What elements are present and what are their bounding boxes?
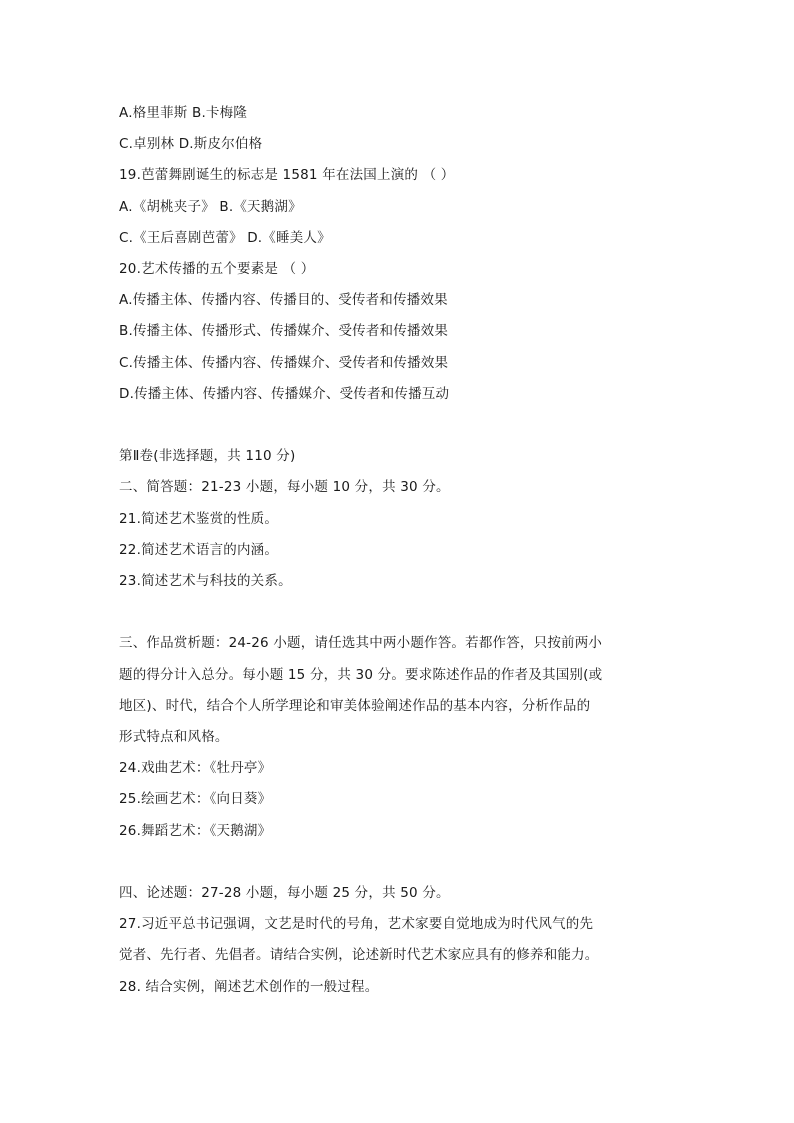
section-3-heading-line1: 三、作品赏析题：24-26 小题，请任选其中两小题作答。若都作答，只按前两小: [119, 635, 603, 651]
volume-2-heading: 第Ⅱ卷(非选择题，共 110 分): [119, 448, 296, 464]
section-3-heading-line4: 形式特点和风格。: [119, 729, 229, 745]
section-2-heading: 二、简答题：21-23 小题，每小题 10 分，共 30 分。: [119, 479, 450, 495]
section-3-heading-line2: 题的得分计入总分。每小题 15 分，共 30 分。要求陈述作品的作者及其国别(或: [119, 667, 603, 683]
q19-options-cd: C.《王后喜剧芭蕾》 D.《睡美人》: [119, 230, 331, 246]
q18-options-ab: A.格里菲斯 B.卡梅隆: [119, 105, 248, 121]
q25: 25.绘画艺术：《向日葵》: [119, 791, 272, 807]
q18-options-cd: C.卓别林 D.斯皮尔伯格: [119, 136, 263, 152]
q20-option-b: B.传播主体、传播形式、传播媒介、受传者和传播效果: [119, 323, 449, 339]
q28: 28. 结合实例，阐述艺术创作的一般过程。: [119, 979, 379, 995]
q20-option-a: A.传播主体、传播内容、传播目的、受传者和传播效果: [119, 292, 448, 308]
q19-options-ab: A.《胡桃夹子》 B.《天鹅湖》: [119, 199, 302, 215]
q26: 26.舞蹈艺术：《天鹅湖》: [119, 823, 272, 839]
q20-option-c: C.传播主体、传播内容、传播媒介、受传者和传播效果: [119, 355, 449, 371]
q24: 24.戏曲艺术：《牡丹亭》: [119, 760, 272, 776]
q20-option-d: D.传播主体、传播内容、传播媒介、受传者和传播互动: [119, 386, 450, 402]
q22: 22.简述艺术语言的内涵。: [119, 542, 279, 558]
q27-line2: 觉者、先行者、先倡者。请结合实例，论述新时代艺术家应具有的修养和能力。: [119, 947, 599, 963]
q27-line1: 27.习近平总书记强调，文艺是时代的号角，艺术家要自觉地成为时代风气的先: [119, 916, 594, 932]
q23: 23.简述艺术与科技的关系。: [119, 573, 292, 589]
section-4-heading: 四、论述题：27-28 小题，每小题 25 分，共 50 分。: [119, 885, 450, 901]
q19-stem: 19.芭蕾舞剧诞生的标志是 1581 年在法国上演的 （ ）: [119, 167, 455, 183]
q20-stem: 20.艺术传播的五个要素是 （ ）: [119, 261, 315, 277]
section-3-heading-line3: 地区)、时代，结合个人所学理论和审美体验阐述作品的基本内容，分析作品的: [119, 698, 591, 714]
q21: 21.简述艺术鉴赏的性质。: [119, 511, 279, 527]
